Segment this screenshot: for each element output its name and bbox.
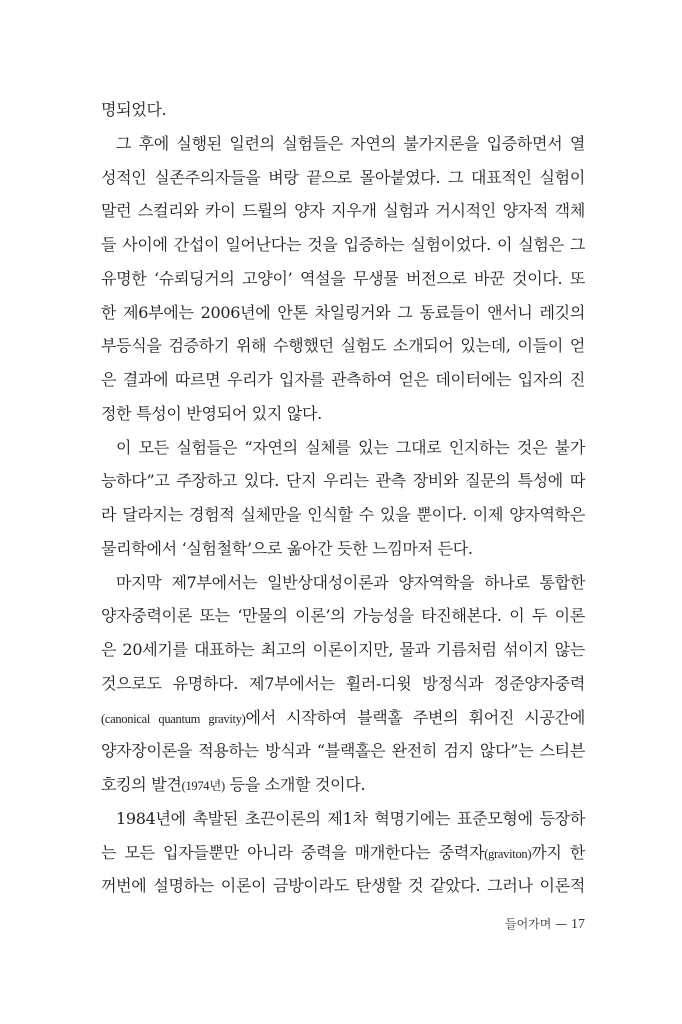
text-line [101, 329, 585, 363]
text-line [101, 869, 585, 903]
text-line [101, 532, 585, 566]
line-text: 정한 특성이 반영되어 있지 않다. [101, 403, 322, 423]
text-line [101, 296, 585, 330]
text-line [101, 93, 585, 127]
line-text: 한 제6부에는 2006년에 안톤 차일링거와 그 동료들이 앤서니 레깃의 [101, 302, 585, 322]
text-line [101, 228, 585, 262]
line-text: 들 사이에 간섭이 일어난다는 것을 입증하는 실험이었다. 이 실험은 그 [101, 235, 585, 254]
line-text: 물리학에서 ‘실험철학’으로 옮아간 듯한 느낌마저 든다. [101, 538, 473, 558]
inline-annotation: (1974년) [181, 779, 225, 793]
text-line [101, 768, 585, 802]
line-text: 은 20세기를 대표하는 최고의 이론이지만, 물과 기름처럼 섞이지 않는 [101, 640, 585, 659]
text-line [101, 633, 585, 667]
text-line [101, 161, 585, 195]
text-line [101, 701, 585, 735]
text-line [101, 194, 585, 228]
text-line [101, 667, 585, 701]
line-text: 등을 소개할 것이다. [224, 775, 366, 794]
text-line [101, 431, 585, 465]
line-text: 에서 시작하여 블랙홀 주변의 휘어진 시공간에 [245, 707, 585, 727]
line-text: 는 모든 입자들뿐만 아니라 중력을 매개한다는 중력자 [101, 842, 485, 862]
text-line [101, 464, 585, 498]
text-line [101, 262, 585, 296]
text-line [101, 599, 585, 633]
line-text: 능하다”고 주장하고 있다. 단지 우리는 관측 장비와 질문의 특성에 따 [101, 471, 585, 491]
text-line [101, 127, 585, 161]
line-text: 이 모든 실험들은 “자연의 실체를 있는 그대로 인지하는 것은 불가 [116, 437, 585, 457]
line-text: 말런 스컬리와 카이 드륄의 양자 지우개 실험과 거시적인 양자적 객체 [101, 201, 585, 221]
inline-annotation: (canonical quantum gravity) [101, 711, 246, 726]
text-line [101, 734, 585, 768]
line-text: 성적인 실존주의자들을 벼랑 끝으로 몰아붙였다. 그 대표적인 실험이 [101, 167, 585, 187]
line-text: 라 달라지는 경험적 실체만을 인식할 수 있을 뿐이다. 이제 양자역학은 [101, 505, 585, 524]
line-text: 호킹의 발견 [101, 775, 182, 794]
text-line [101, 802, 585, 836]
text-line [101, 498, 585, 532]
line-text: 부등식을 검증하기 위해 수행했던 실험도 소개되어 있는데, 이들이 얻 [101, 336, 585, 356]
page-footer [505, 914, 585, 935]
page-number: 17 [571, 917, 585, 932]
line-text: 은 결과에 따르면 우리가 입자를 관측하여 얻은 데이터에는 입자의 진 [101, 370, 585, 389]
inline-annotation: (graviton) [484, 846, 532, 861]
line-text: 양자중력이론 또는 ‘만물의 이론’의 가능성을 타진해본다. 이 두 이론 [101, 606, 585, 626]
line-text: 유명한 ‘슈뢰딩거의 고양이’ 역설을 무생물 버전으로 바꾼 것이다. 또 [101, 268, 585, 288]
line-text: 그 후에 실행된 일련의 실험들은 자연의 불가지론을 입증하면서 열 [116, 133, 585, 153]
line-text: 명되었다. [101, 100, 167, 119]
text-line [101, 836, 585, 870]
text-line [101, 397, 585, 431]
text-line [101, 363, 585, 397]
line-text: 1984년에 촉발된 초끈이론의 제1차 혁명기에는 표준모형에 등장하 [116, 808, 585, 828]
line-text: 까지 한 [531, 842, 585, 862]
text-line [101, 566, 585, 600]
line-text: 꺼번에 설명하는 이론이 금방이라도 탄생할 것 같았다. 그러나 이론적 [101, 876, 585, 896]
line-text: 양자장이론을 적용하는 방식과 “블랙홀은 완전히 검지 않다”는 스티븐 [101, 741, 585, 761]
running-head: 들어가며 — [505, 917, 571, 931]
line-text: 것으로도 유명하다. 제7부에서는 휠러-디윗 방정식과 정준양자중력 [101, 673, 585, 693]
line-text: 마지막 제7부에서는 일반상대성이론과 양자역학을 하나로 통합한 [116, 572, 585, 592]
body-text [101, 93, 585, 903]
